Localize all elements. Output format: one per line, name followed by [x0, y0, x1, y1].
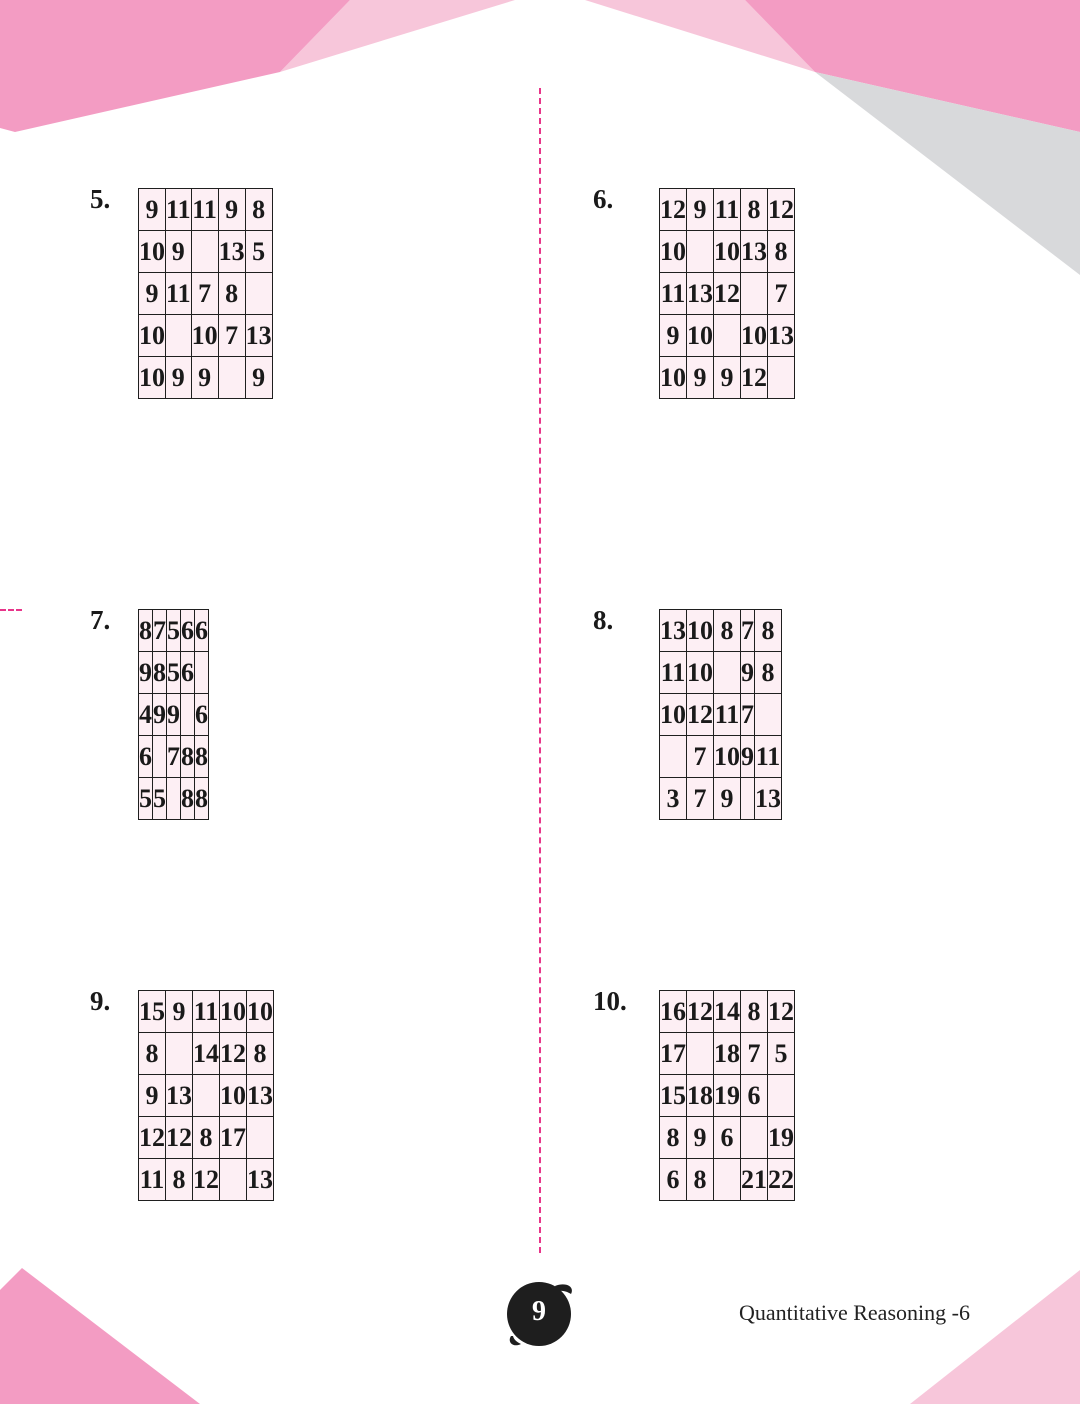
grid-cell-blank[interactable]	[714, 1159, 741, 1201]
grid-cell: 11	[714, 694, 741, 736]
grid-row	[660, 273, 795, 315]
grid-cell: 18	[714, 1033, 741, 1075]
grid-cell: 10	[139, 315, 166, 357]
grid-cell: 12	[166, 1117, 193, 1159]
grid-cell-blank[interactable]	[687, 231, 714, 273]
grid-cell: 13	[768, 315, 795, 357]
grid-cell: 10	[247, 991, 274, 1033]
grid-cell: 7	[218, 315, 245, 357]
cut-mark	[0, 609, 22, 611]
grid-row	[139, 1033, 274, 1075]
grid-cell: 6	[195, 694, 209, 736]
grid-cell: 15	[139, 991, 166, 1033]
grid-cell: 7	[687, 736, 714, 778]
grid-cell: 8	[166, 1159, 193, 1201]
grid-cell: 4	[139, 694, 153, 736]
grid-cell: 13	[247, 1159, 274, 1201]
grid-row	[139, 357, 273, 399]
grid-cell: 5	[167, 610, 181, 652]
grid-row	[660, 778, 782, 820]
grid-cell: 8	[153, 652, 167, 694]
puzzle-number: 6.	[593, 184, 614, 214]
grid-cell: 11	[191, 189, 218, 231]
grid-cell: 7	[167, 736, 181, 778]
grid-cell: 5	[167, 652, 181, 694]
grid-cell: 11	[193, 991, 220, 1033]
grid-row	[660, 1159, 795, 1201]
grid-cell: 7	[191, 273, 218, 315]
grid-cell: 11	[660, 273, 687, 315]
grid-cell: 9	[218, 189, 245, 231]
grid-cell: 17	[660, 1033, 687, 1075]
grid-cell-blank[interactable]	[193, 1075, 220, 1117]
grid-cell-blank[interactable]	[181, 694, 195, 736]
grid-cell-blank[interactable]	[220, 1159, 247, 1201]
grid-cell: 18	[687, 1075, 714, 1117]
grid-row	[139, 694, 209, 736]
puzzle-number: 10.	[593, 986, 627, 1016]
grid-cell-blank[interactable]	[660, 736, 687, 778]
grid-row	[139, 610, 209, 652]
grid-cell: 6	[660, 1159, 687, 1201]
grid-cell: 11	[139, 1159, 166, 1201]
grid-row	[660, 357, 795, 399]
grid-row	[660, 315, 795, 357]
grid-row	[139, 231, 273, 273]
grid-cell: 10	[660, 694, 687, 736]
grid-cell: 16	[660, 991, 687, 1033]
grid-cell: 13	[741, 231, 768, 273]
grid-cell: 10	[687, 652, 714, 694]
grid-cell: 9	[166, 991, 193, 1033]
grid-row	[139, 273, 273, 315]
grid-cell: 5	[153, 778, 167, 820]
grid-cell: 13	[687, 273, 714, 315]
grid-cell: 10	[687, 610, 714, 652]
grid-cell: 6	[181, 610, 195, 652]
bottom-right-pink-shape	[910, 1270, 1080, 1404]
grid-cell: 12	[139, 1117, 166, 1159]
grid-cell: 10	[687, 315, 714, 357]
grid-cell-blank[interactable]	[714, 652, 741, 694]
grid-cell: 21	[741, 1159, 768, 1201]
grid-cell: 8	[195, 736, 209, 778]
grid-cell-blank[interactable]	[166, 315, 192, 357]
grid-cell: 8	[247, 1033, 274, 1075]
grid-cell: 9	[714, 778, 741, 820]
grid-cell: 11	[166, 273, 192, 315]
grid-cell: 10	[714, 231, 741, 273]
grid-cell: 10	[139, 231, 166, 273]
grid-cell: 9	[741, 652, 755, 694]
grid-cell: 10	[220, 991, 247, 1033]
puzzle-number: 9.	[90, 986, 111, 1016]
grid-cell: 22	[768, 1159, 795, 1201]
grid-cell: 14	[193, 1033, 220, 1075]
book-title: Quantitative Reasoning -6	[739, 1300, 970, 1325]
grid-cell: 8	[193, 1117, 220, 1159]
grid-row	[139, 652, 209, 694]
grid-row	[139, 736, 209, 778]
grid-cell-blank[interactable]	[741, 273, 768, 315]
grid-cell: 12	[687, 991, 714, 1033]
grid-cell: 9	[191, 357, 218, 399]
grid-cell: 8	[660, 1117, 687, 1159]
grid-cell-blank[interactable]	[153, 736, 167, 778]
grid-cell: 10	[660, 357, 687, 399]
center-divider	[539, 88, 541, 1253]
grid-cell: 8	[218, 273, 245, 315]
grid-cell: 11	[660, 652, 687, 694]
grid-cell: 8	[687, 1159, 714, 1201]
grid-cell-blank[interactable]	[195, 652, 209, 694]
grid-cell: 13	[218, 231, 245, 273]
grid-cell: 5	[139, 778, 153, 820]
grid-row	[139, 189, 273, 231]
puzzle-number: 8.	[593, 605, 614, 635]
grid-cell: 10	[139, 357, 166, 399]
grid-cell-blank[interactable]	[714, 315, 741, 357]
grid-cell: 8	[755, 610, 782, 652]
grid-cell: 6	[714, 1117, 741, 1159]
grid-row	[660, 652, 782, 694]
grid-cell: 14	[714, 991, 741, 1033]
grid-cell: 13	[166, 1075, 193, 1117]
grid-cell: 12	[660, 189, 687, 231]
grid-cell: 13	[245, 315, 272, 357]
grid-cell: 9	[687, 189, 714, 231]
grid-cell: 11	[166, 189, 192, 231]
grid-cell: 8	[181, 778, 195, 820]
grid-row	[660, 1117, 795, 1159]
grid-cell: 8	[714, 610, 741, 652]
grid-cell: 9	[153, 694, 167, 736]
grid-row	[139, 991, 274, 1033]
grid-cell-blank[interactable]	[687, 1033, 714, 1075]
grid-cell: 6	[195, 610, 209, 652]
grid-cell: 12	[193, 1159, 220, 1201]
grid-cell: 9	[166, 357, 192, 399]
grid-cell: 11	[714, 189, 741, 231]
grid-cell: 15	[660, 1075, 687, 1117]
grid-cell: 19	[714, 1075, 741, 1117]
grid-cell: 10	[714, 736, 741, 778]
grid-cell: 12	[768, 991, 795, 1033]
grid-cell: 9	[687, 357, 714, 399]
grid-cell: 13	[247, 1075, 274, 1117]
grid-cell: 10	[191, 315, 218, 357]
grid-cell-blank[interactable]	[768, 1075, 795, 1117]
grid-cell: 13	[660, 610, 687, 652]
grid-cell-blank[interactable]	[191, 231, 218, 273]
grid-cell: 8	[755, 652, 782, 694]
number-grid	[138, 188, 273, 399]
grid-cell: 9	[660, 315, 687, 357]
grid-cell-blank[interactable]	[245, 273, 272, 315]
grid-cell: 9	[139, 1075, 166, 1117]
grid-row	[139, 778, 209, 820]
number-grid	[659, 609, 782, 820]
grid-cell: 7	[768, 273, 795, 315]
grid-cell-blank[interactable]	[741, 1117, 768, 1159]
grid-cell: 8	[741, 189, 768, 231]
number-grid	[138, 609, 209, 820]
grid-cell: 13	[755, 778, 782, 820]
grid-cell: 5	[245, 231, 272, 273]
grid-cell: 9	[139, 652, 153, 694]
grid-cell: 7	[741, 610, 755, 652]
grid-cell: 7	[741, 694, 755, 736]
grid-row	[139, 1159, 274, 1201]
grid-cell: 9	[741, 736, 755, 778]
grid-cell: 9	[687, 1117, 714, 1159]
grid-cell: 12	[768, 189, 795, 231]
grid-cell: 5	[768, 1033, 795, 1075]
grid-cell: 7	[153, 610, 167, 652]
grid-cell: 12	[687, 694, 714, 736]
grid-cell-blank[interactable]	[166, 1033, 193, 1075]
grid-cell: 12	[714, 273, 741, 315]
number-grid	[659, 990, 795, 1201]
grid-row	[139, 1117, 274, 1159]
puzzle-number: 5.	[90, 184, 111, 214]
grid-cell: 8	[195, 778, 209, 820]
grid-cell: 7	[687, 778, 714, 820]
grid-cell: 9	[139, 189, 166, 231]
grid-cell-blank[interactable]	[218, 357, 245, 399]
grid-cell: 8	[741, 991, 768, 1033]
grid-cell: 19	[768, 1117, 795, 1159]
grid-cell: 8	[139, 610, 153, 652]
grid-cell: 7	[741, 1033, 768, 1075]
grid-cell: 8	[139, 1033, 166, 1075]
grid-cell: 10	[220, 1075, 247, 1117]
puzzle-number: 7.	[90, 605, 111, 635]
number-grid	[138, 990, 274, 1201]
grid-cell: 9	[139, 273, 166, 315]
grid-row	[660, 736, 782, 778]
grid-row	[660, 610, 782, 652]
page-number: 9	[532, 1296, 546, 1327]
grid-cell: 6	[181, 652, 195, 694]
grid-cell: 12	[220, 1033, 247, 1075]
grid-cell-blank[interactable]	[167, 778, 181, 820]
grid-cell: 10	[660, 231, 687, 273]
grid-row	[660, 991, 795, 1033]
grid-row	[660, 231, 795, 273]
grid-cell: 11	[755, 736, 782, 778]
grid-row	[660, 189, 795, 231]
number-grid	[659, 188, 795, 399]
grid-cell: 3	[660, 778, 687, 820]
grid-cell: 6	[139, 736, 153, 778]
grid-row	[139, 315, 273, 357]
grid-cell-blank[interactable]	[768, 357, 795, 399]
grid-row	[139, 1075, 274, 1117]
grid-cell: 10	[741, 315, 768, 357]
grid-cell: 12	[741, 357, 768, 399]
grid-row	[660, 1075, 795, 1117]
grid-cell: 8	[181, 736, 195, 778]
grid-cell-blank[interactable]	[755, 694, 782, 736]
grid-cell: 17	[220, 1117, 247, 1159]
bottom-left-pink-shape	[0, 1268, 200, 1404]
grid-row	[660, 694, 782, 736]
grid-row	[660, 1033, 795, 1075]
grid-cell: 8	[245, 189, 272, 231]
grid-cell: 9	[166, 231, 192, 273]
grid-cell: 6	[741, 1075, 768, 1117]
grid-cell: 9	[245, 357, 272, 399]
grid-cell-blank[interactable]	[247, 1117, 274, 1159]
grid-cell: 9	[167, 694, 181, 736]
grid-cell: 9	[714, 357, 741, 399]
grid-cell-blank[interactable]	[741, 778, 755, 820]
grid-cell: 8	[768, 231, 795, 273]
